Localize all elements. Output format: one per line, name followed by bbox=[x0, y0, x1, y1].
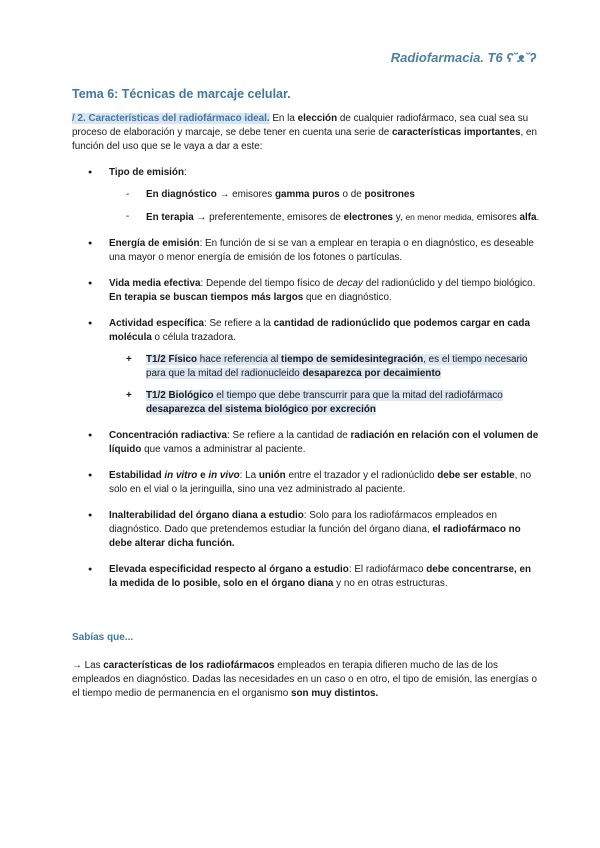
sub-bold: T1/2 Físico bbox=[146, 354, 198, 365]
item-text: , no solo en el vial o la jeringuilla, sino una vez administrado al paciente. bbox=[109, 470, 532, 495]
sub-text: o de bbox=[339, 189, 365, 200]
section-label: / 2. Características del radiofármaco ideal. bbox=[72, 113, 270, 124]
topic-title: Tema 6: Técnicas de marcaje celular. bbox=[72, 87, 291, 101]
sub-small-text: en menor medida, bbox=[405, 212, 474, 222]
sub-text: → emisores bbox=[216, 189, 275, 200]
sub-text: . bbox=[536, 212, 540, 223]
item-title: Elevada especificidad respecto al órgano a estudio bbox=[109, 564, 349, 575]
item-text: : Se refiere a la bbox=[203, 318, 274, 329]
sub-bold: desaparezca por decaimiento bbox=[302, 368, 441, 379]
highlight-biologico bbox=[146, 390, 503, 415]
characteristics-list bbox=[72, 166, 542, 591]
item-text: : La bbox=[239, 470, 259, 481]
closing-text: empleados en terapia difieren mucho de las de los empleados en diagnóstico. Dadas las necesidades en un caso o en otro, el tipo de emisión, las energías o el tiempo medio de permanencia en el organismo bbox=[72, 660, 537, 699]
list-item-estabilidad bbox=[72, 469, 542, 497]
item-title: Tipo de emisión bbox=[109, 167, 184, 178]
list-item-actividad bbox=[72, 317, 542, 417]
sub-bold: positrones bbox=[364, 189, 415, 200]
item-bold: radiación en relación con el volumen de líquido bbox=[109, 430, 539, 455]
plus-marker: + bbox=[126, 390, 132, 401]
list-item-inalterabilidad bbox=[72, 509, 542, 551]
list-item-tipo-emision bbox=[72, 166, 542, 225]
item-text: o célula trazadora. bbox=[151, 332, 236, 343]
item-text: : Solo para los radiofármacos empleados en diagnóstico. Dado que pretendemos estudiar la función del órgano diana, bbox=[109, 510, 498, 535]
sub-text: emisores bbox=[473, 212, 520, 223]
half-life-sublist bbox=[109, 353, 542, 417]
sub-bold: electrones bbox=[343, 212, 393, 223]
intro-text: , en función del uso que se le vaya a dar a este: bbox=[72, 127, 537, 152]
intro-bold: elección bbox=[297, 113, 338, 124]
sublist-item-terapia bbox=[109, 210, 542, 225]
sub-text: y, bbox=[393, 212, 406, 223]
item-text: que vamos a administrar al paciente. bbox=[141, 444, 306, 455]
item-text: : El radiofármaco bbox=[348, 564, 427, 575]
sub-text: , es el tiempo necesario para que la mitad del radionucleido bbox=[146, 354, 528, 379]
item-title: Estabilidad bbox=[109, 470, 165, 481]
plus-marker: + bbox=[126, 354, 132, 365]
item-bold: el radiofármaco no debe alterar dicha función. bbox=[109, 524, 521, 549]
intro-bold: características importantes bbox=[392, 127, 521, 138]
item-title: e bbox=[197, 470, 209, 481]
item-text: : Se refiere a la cantidad de bbox=[227, 430, 351, 441]
item-bold: unión bbox=[258, 470, 286, 481]
sub-bold: En diagnóstico bbox=[146, 189, 217, 200]
item-text: que en diagnóstico. bbox=[303, 292, 392, 303]
item-bold-italic: in vitro bbox=[164, 470, 198, 481]
intro-text: En la bbox=[269, 113, 298, 124]
list-item-especificidad bbox=[72, 563, 542, 591]
page-header-title: Radiofarmacia. T6 ʕ˘ᴥ˘ʔ bbox=[390, 50, 536, 65]
sub-bold: T1/2 Biológico bbox=[146, 390, 214, 401]
item-title: Actividad específica bbox=[109, 318, 204, 329]
section-intro bbox=[72, 112, 542, 154]
document-body bbox=[72, 112, 542, 711]
item-bold: debe concentrarse, en la medida de lo posible, solo en el órgano diana bbox=[109, 564, 532, 589]
item-text: entre el trazador y el radionúclido bbox=[285, 470, 438, 481]
item-text: : Depende del tiempo físico de bbox=[200, 278, 337, 289]
list-item-vida-media bbox=[72, 277, 542, 305]
item-text: y no en otras estructuras. bbox=[333, 578, 448, 589]
sub-text: → preferentemente, emisores de bbox=[193, 212, 344, 223]
sublist-item-diagnostico bbox=[109, 188, 542, 202]
closing-bold: son muy distintos. bbox=[291, 688, 379, 699]
item-title: Vida media efectiva bbox=[109, 278, 201, 289]
item-title: Inalterabilidad del órgano diana a estudio bbox=[109, 510, 304, 521]
intro-text: de cualquier radiofármaco, sea cual sea su proceso de elaboración y marcaje, se debe tener en cuenta una serie de bbox=[72, 113, 529, 138]
sub-bold: En terapia bbox=[146, 212, 194, 223]
sabias-que-heading: Sabías que... bbox=[72, 632, 134, 643]
item-italic: decay bbox=[336, 278, 363, 289]
item-bold-italic: in vivo bbox=[208, 470, 240, 481]
sub-text: el tiempo que debe transcurrir para que la mitad del radiofármaco bbox=[213, 390, 503, 401]
item-colon: : bbox=[184, 167, 187, 178]
item-bold: debe ser estable bbox=[437, 470, 515, 481]
sub-bold: alfa bbox=[519, 212, 537, 223]
emission-sublist bbox=[109, 188, 542, 225]
list-item-concentracion bbox=[72, 429, 542, 457]
sublist-item-t12-biologico bbox=[109, 389, 542, 417]
item-bold: En terapia se buscan tiempos más largos bbox=[109, 292, 304, 303]
sub-bold: gamma puros bbox=[274, 189, 340, 200]
highlight-fisico bbox=[146, 354, 527, 379]
item-text: del radionúclido y del tiempo biológico. bbox=[362, 278, 536, 289]
sabias-que-paragraph bbox=[72, 659, 542, 701]
closing-text: → Las bbox=[72, 660, 104, 671]
closing-bold: características de los radiofármacos bbox=[103, 660, 275, 671]
item-text: : En función de si se van a emplear en terapia o en diagnóstico, es deseable una mayor o menor energía de emisión de los fotones o partículas. bbox=[109, 238, 534, 263]
item-bold: cantidad de radionúclido que podemos cargar en cada molécula bbox=[109, 318, 530, 343]
item-title: Energía de emisión bbox=[109, 238, 200, 249]
sub-bold: tiempo de semidesintegración bbox=[281, 354, 424, 365]
sub-text: hace referencia al bbox=[197, 354, 282, 365]
list-item-energia bbox=[72, 237, 542, 265]
sub-bold: desaparezca del sistema biológico por excreción bbox=[146, 404, 376, 415]
sublist-item-t12-fisico bbox=[109, 353, 542, 381]
item-title: Concentración radiactiva bbox=[109, 430, 227, 441]
